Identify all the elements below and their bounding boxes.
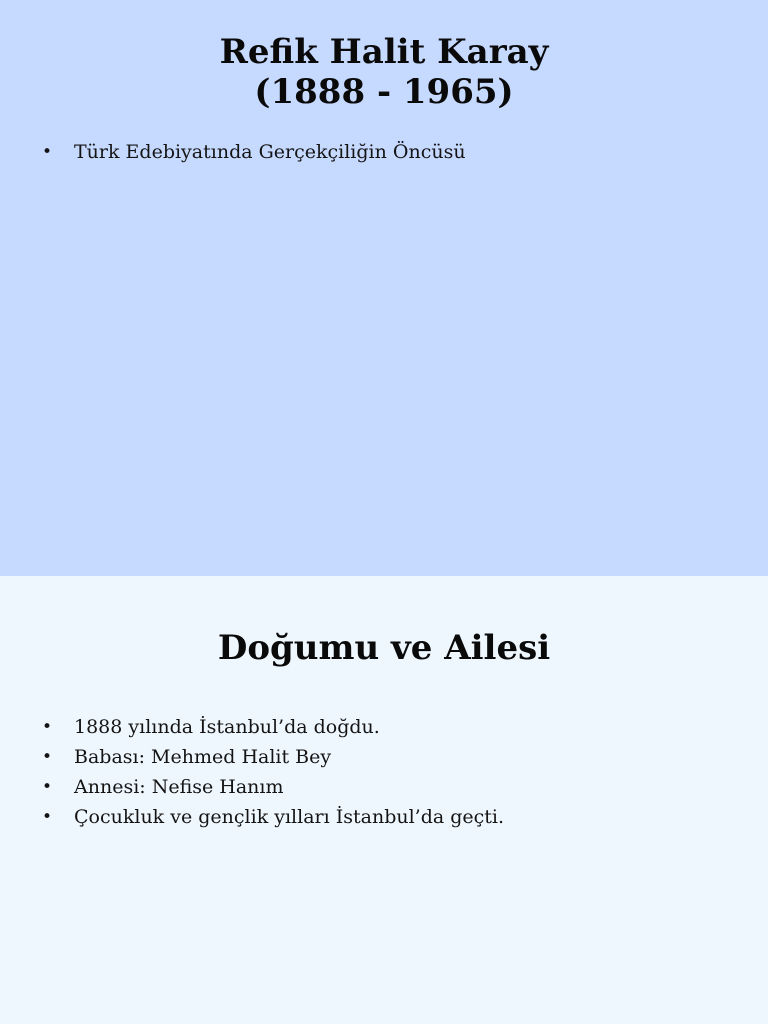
slide-1-bullet-list [40, 137, 466, 167]
bullet-icon: • [42, 777, 53, 797]
slide-2-title-text: Doğumu ve Ailesi [217, 628, 551, 668]
bullet-icon: • [42, 807, 53, 827]
bullet-icon: • [42, 142, 53, 162]
slide-1-title-name: Refik Halit Karay [219, 32, 549, 72]
slide-2-title [0, 628, 768, 668]
list-item [40, 137, 466, 167]
bullet-icon: • [42, 717, 53, 737]
slide-1-title-years: (1888 - 1965) [254, 72, 514, 112]
slide-2-bullet-list [40, 712, 504, 832]
bullet-text: Babası: Mehmed Halit Bey [74, 746, 332, 768]
bullet-text: Çocukluk ve gençlik yılları İstanbul’da geçti. [74, 806, 505, 828]
list-item [40, 802, 504, 832]
bullet-text: 1888 yılında İstanbul’da doğdu. [74, 716, 380, 738]
slide-1-title [0, 32, 768, 112]
bullet-icon: • [42, 747, 53, 767]
list-item [40, 712, 504, 742]
list-item [40, 772, 504, 802]
bullet-text: Türk Edebiyatında Gerçekçiliğin Öncüsü [74, 141, 466, 163]
bullet-text: Annesi: Nefise Hanım [74, 776, 284, 798]
list-item [40, 742, 504, 772]
slide-2 [0, 576, 768, 1024]
